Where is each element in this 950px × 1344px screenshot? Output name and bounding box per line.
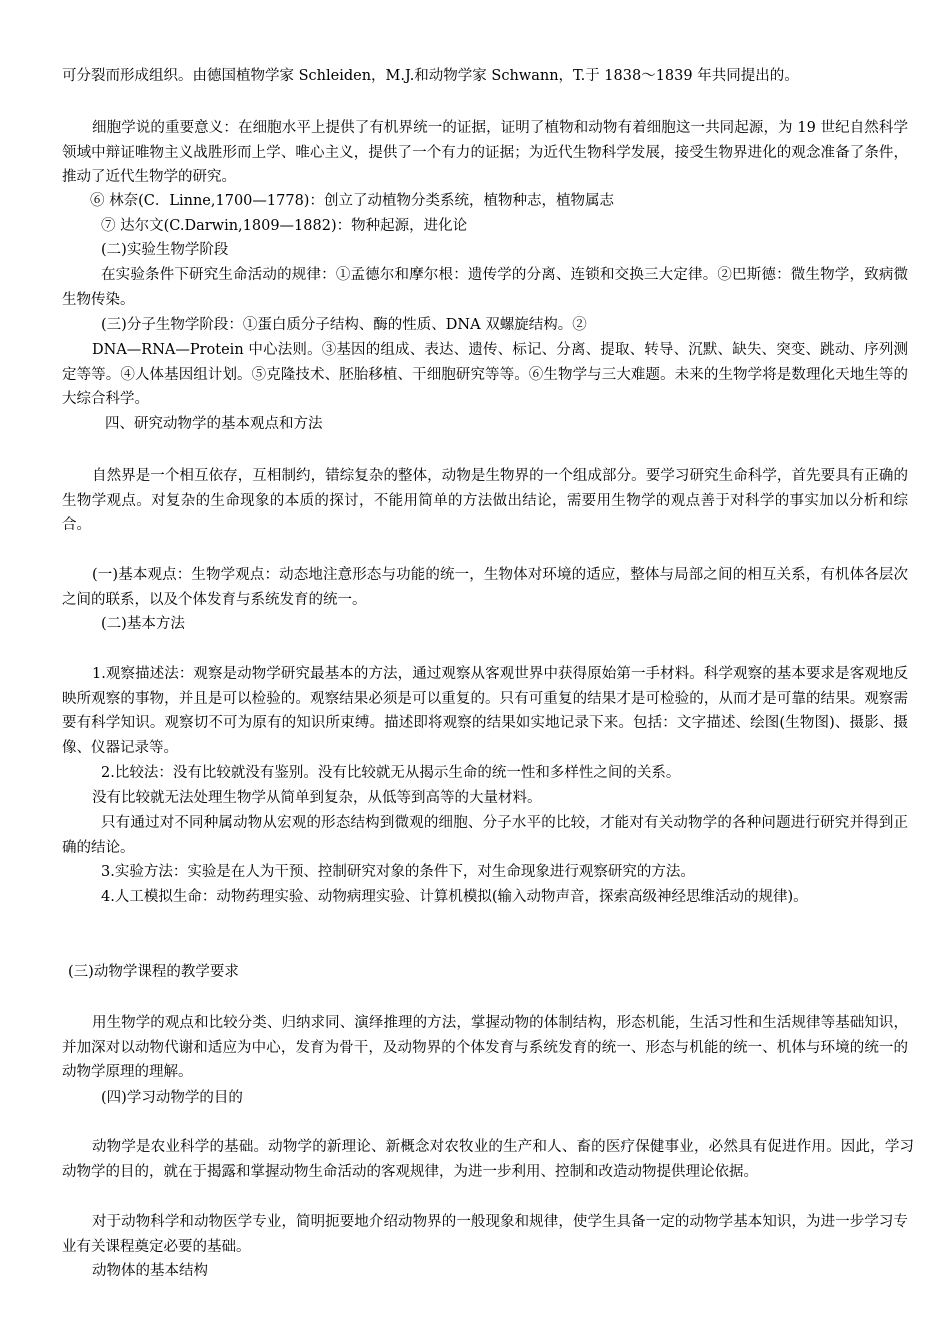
- paragraph-basic-viewpoints: (一)基本观点：生物学观点：动态地注意形态与功能的统一，生物体对环境的适应，整体与局部之间的相互关系，有机体各层次之间的联系，以及个体发育与系统发育的统一。: [62, 567, 908, 608]
- paragraph-comparison-continued: 没有比较就无法处理生物学从简单到复杂，从低等到高等的大量材料。: [92, 790, 542, 806]
- heading-animal-basic-structure: 动物体的基本结构: [92, 1263, 208, 1279]
- heading-teaching-requirements: (三)动物学课程的教学要求: [68, 964, 239, 980]
- heading-basic-viewpoints-methods: 四、研究动物学的基本观点和方法: [105, 416, 323, 432]
- heading-experimental-biology: (二)实验生物学阶段: [101, 242, 229, 258]
- paragraph-cell-theory-origin: 可分裂而形成组织。由德国植物学家 Schleiden，M.J.和动物学家 Schwann，T.于 1838～1839 年共同提出的。: [62, 68, 799, 84]
- paragraph-comparison-method: 2.比较法：没有比较就没有鉴别。没有比较就无从揭示生命的统一性和多样性之间的关系。: [101, 765, 681, 781]
- paragraph-teaching-requirements: 用生物学的观点和比较分类、归纳求同、演绎推理的方法，掌握动物的体制结构，形态机能，生活习性和生活规律等基础知识，并加深对以动物代谢和适应为中心，发育为骨干，及动物界的个体发育与系统发育的统一、形态与机能的统一、机体与环境的统一的动物学原理的理解。: [62, 1015, 908, 1080]
- paragraph-experimental-biology: 在实验条件下研究生命活动的规律：①孟德尔和摩尔根：遗传学的分离、连锁和交换三大定律。②巴斯德：微生物学，致病微生物传染。: [62, 267, 908, 308]
- paragraph-linne: ⑥ 林奈(C．Linne,1700—1778)：创立了动植物分类系统，植物种志，植物属志: [90, 193, 614, 209]
- paragraph-artificial-simulation: 4.人工模拟生命：动物药理实验、动物病理实验、计算机模拟(输入动物声音，探索高级神经思维活动的规律)。: [101, 889, 808, 905]
- paragraph-cell-theory-significance: 细胞学说的重要意义：在细胞水平上提供了有机界统一的证据，证明了植物和动物有着细胞这一共同起源，为 19 世纪自然科学领域中辩证唯物主义战胜形而上学、唯心主义，提供了一个有力的证据；为近代生物科学发展，接受生物界进化的观念准备了条件，推动了近代生物学的研究。: [62, 120, 908, 185]
- paragraph-comparison-conclusion: 只有通过对不同种属动物从宏观的形态结构到微观的细胞、分子水平的比较，才能对有关动物学的各种问题进行研究并得到正确的结论。: [62, 815, 908, 856]
- paragraph-central-dogma: DNA—RNA—Protein 中心法则。③基因的组成、表达、遗传、标记、分离、提取、转导、沉默、缺失、突变、跳动、序列测定等等。④人体基因组计划。⑤克隆技术、胚胎移植、干细胞研究等等。⑥生物学与三大难题。未来的生物学将是数理化天地生等的大综合科学。: [62, 342, 908, 407]
- paragraph-darwin: ⑦ 达尔文(C.Darwin,1809—1882)：物种起源，进化论: [101, 218, 468, 234]
- paragraph-majors: 对于动物科学和动物医学专业，简明扼要地介绍动物界的一般现象和规律，使学生具备一定的动物学基本知识，为进一步学习专业有关课程奠定必要的基础。: [62, 1214, 908, 1255]
- paragraph-experimental-method: 3.实验方法：实验是在人为干预、控制研究对象的条件下，对生命现象进行观察研究的方法。: [101, 864, 695, 880]
- heading-basic-methods: (二)基本方法: [101, 616, 185, 632]
- paragraph-learning-purpose: 动物学是农业科学的基础。动物学的新理论、新概念对农牧业的生产和人、畜的医疗保健事业，必然具有促进作用。因此，学习动物学的目的，就在于揭露和掌握动物生命活动的客观规律，为进一步利用、控制和改造动物提供理论依据。: [62, 1139, 914, 1180]
- paragraph-nature-interdependence: 自然界是一个相互依存，互相制约，错综复杂的整体，动物是生物界的一个组成部分。要学习研究生命科学，首先要具有正确的生物学观点。对复杂的生命现象的本质的探讨，不能用简单的方法做出结论，需要用生物学的观点善于对科学的事实加以分析和综合。: [62, 468, 908, 533]
- paragraph-molecular-biology: (三)分子生物学阶段：①蛋白质分子结构、酶的性质、DNA 双螺旋结构。②: [101, 317, 587, 333]
- heading-learning-purpose: (四)学习动物学的目的: [101, 1090, 243, 1106]
- paragraph-observation-method: 1.观察描述法：观察是动物学研究最基本的方法，通过观察从客观世界中获得原始第一手材料。科学观察的基本要求是客观地反映所观察的事物，并且是可以检验的。观察结果必须是可以重复的。只有可重复的结果才是可检验的，从而才是可靠的结果。观察需要有科学知识。观察切不可为原有的知识所束缚。描述即将观察的结果如实地记录下来。包括：文字描述、绘图(生物图)、摄影、摄像、仪器记录等。: [62, 666, 908, 756]
